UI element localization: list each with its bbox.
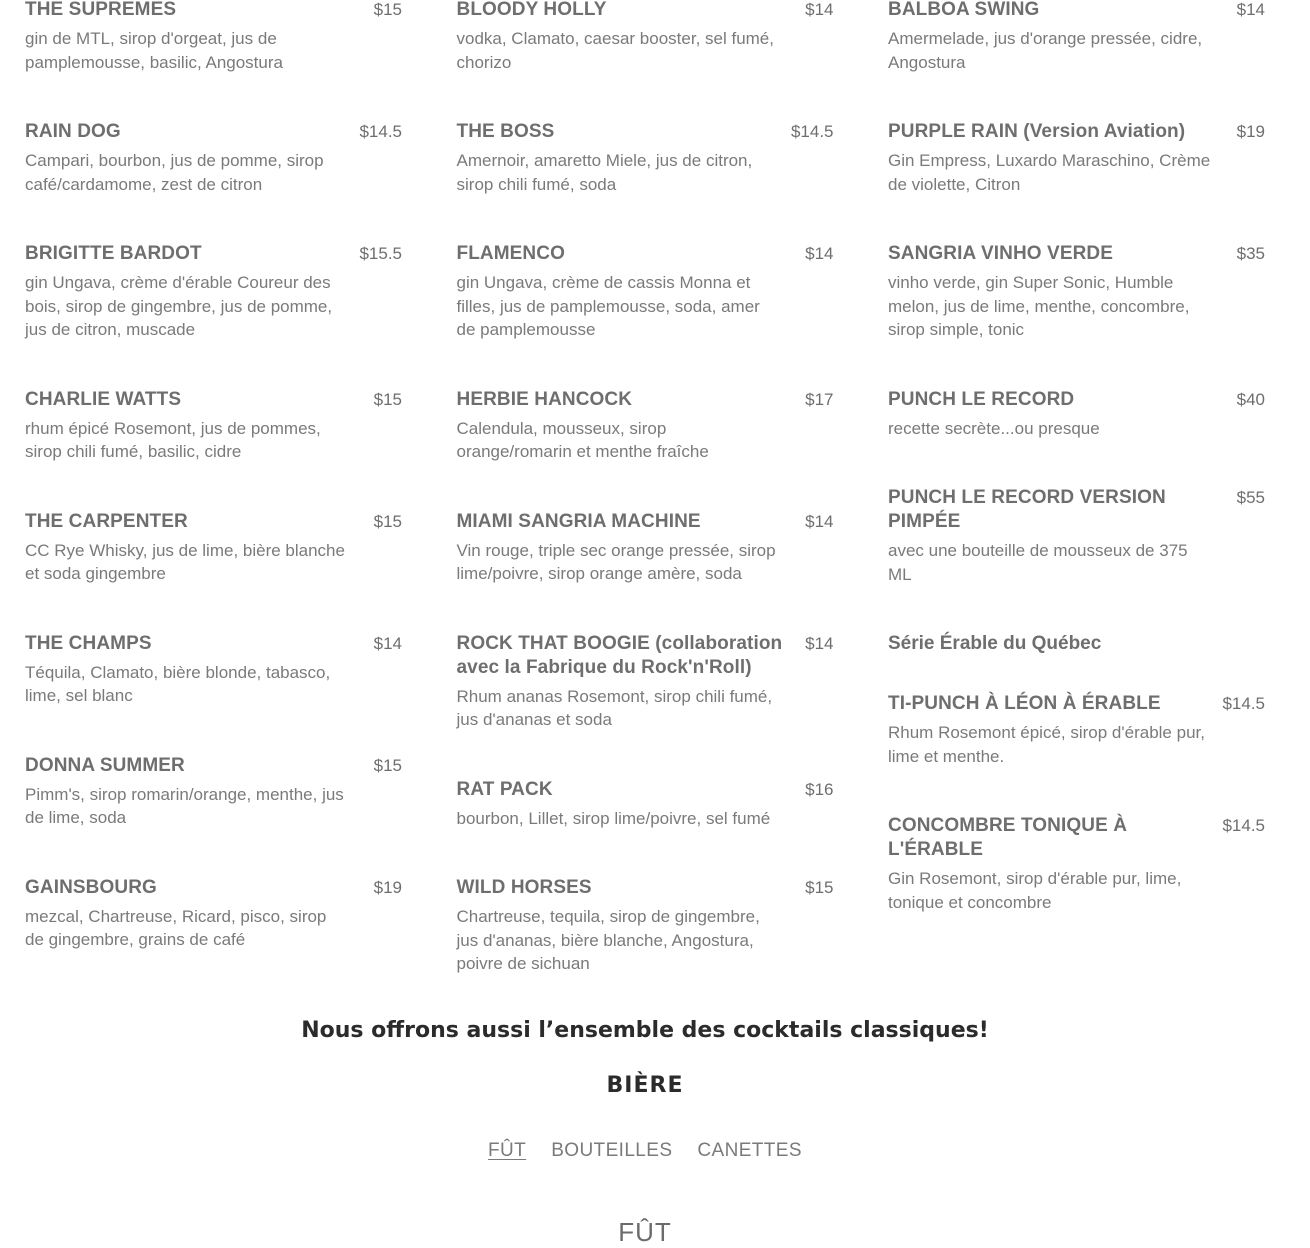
- menu-item-name: PUNCH LE RECORD VERSION PIMPÉE: [888, 487, 1166, 532]
- menu-item-header: [25, 632, 402, 656]
- menu-item-header: [457, 388, 834, 412]
- menu-item-description: Calendula, mousseux, sirop orange/romarin et menthe fraîche: [456, 418, 709, 461]
- menu-item-price: $14: [1236, 0, 1265, 19]
- menu-item-price: $14: [805, 633, 834, 653]
- tab-fut[interactable]: FÛT: [488, 1140, 527, 1161]
- menu-item-name: FLAMENCO: [456, 243, 565, 264]
- menu-item: [25, 510, 402, 586]
- menu-item-description: vinho verde, gin Super Sonic, Humble melon, jus de lime, menthe, concombre, sirop simple, tonic: [888, 273, 1190, 339]
- menu-item: [888, 388, 1265, 441]
- menu-item-price: $15: [373, 389, 402, 409]
- menu-item-description: Pimm's, sirop romarin/orange, menthe, jus de lime, soda: [25, 784, 344, 827]
- maple-series-heading: Série Érable du Québec: [888, 633, 1102, 654]
- menu-item-description: Vin rouge, triple sec orange pressée, sirop lime/poivre, sirop orange amère, soda: [456, 540, 776, 583]
- menu-item-name: ROCK THAT BOOGIE (collaboration avec la Fabrique du Rock'n'Roll): [456, 632, 783, 678]
- menu-item-header: [25, 754, 402, 778]
- menu-item-header: [25, 510, 402, 534]
- menu-item-header: [888, 486, 1265, 534]
- menu-item-header: [888, 388, 1265, 412]
- menu-item-price: $14.5: [1222, 694, 1265, 713]
- menu-item-description: gin Ungava, crème de cassis Monna et filles, jus de pamplemousse, soda, amer de pamplemousse: [456, 273, 760, 339]
- menu-item-description: Gin Rosemont, sirop d'érable pur, lime, tonique et concombre: [888, 869, 1182, 912]
- menu-item: [25, 754, 402, 830]
- menu-item-description: gin de MTL, sirop d'orgeat, jus de pamplemousse, basilic, Angostura: [25, 29, 283, 72]
- menu-item-description: Campari, bourbon, jus de pomme, sirop café/cardamome, zest de citron: [25, 151, 324, 194]
- menu-item-header: [457, 876, 834, 900]
- menu-item-price: $19: [373, 877, 402, 897]
- menu-item-name: PURPLE RAIN (Version Aviation): [888, 121, 1186, 142]
- menu-item-name: TI-PUNCH À LÉON À ÉRABLE: [888, 693, 1161, 714]
- menu-item-description: avec une bouteille de mousseux de 375 ML: [888, 541, 1188, 584]
- menu-item-name: WILD HORSES: [456, 877, 592, 898]
- menu-item-header: [888, 242, 1265, 266]
- menu-item-description: gin Ungava, crème d'érable Coureur des bois, sirop de gingembre, jus de pomme, jus de citron, muscade: [25, 273, 333, 339]
- menu-item-price: $15: [373, 755, 402, 775]
- menu-item-name: BLOODY HOLLY: [456, 0, 607, 20]
- menu-item-price: $14: [805, 511, 834, 531]
- menu-item-price: $17: [805, 389, 834, 409]
- menu-item-name: CHARLIE WATTS: [25, 388, 182, 410]
- menu-item-price: $19: [1236, 122, 1265, 141]
- menu-item-price: $16: [805, 779, 834, 799]
- menu-item: [888, 120, 1265, 196]
- menu-item-price: $14.5: [359, 122, 402, 141]
- menu-item-header: [25, 120, 402, 144]
- cocktail-menu: [25, 0, 1265, 1022]
- menu-item-description: bourbon, Lillet, sirop lime/poivre, sel fumé: [456, 808, 771, 828]
- menu-item: [888, 0, 1265, 74]
- menu-item-name: THE BOSS: [456, 121, 555, 142]
- menu-item-name: THE SUPREMES: [25, 0, 177, 20]
- menu-item-description: Gin Empress, Luxardo Maraschino, Crème de violette, Citron: [888, 151, 1211, 194]
- menu-item-name: BRIGITTE BARDOT: [25, 243, 202, 264]
- menu-item-description: Rhum Rosemont épicé, sirop d'érable pur, lime et menthe.: [888, 723, 1205, 766]
- menu-column-1: [25, 0, 402, 1022]
- menu-item-header: [457, 242, 834, 266]
- menu-item-name: THE CARPENTER: [25, 510, 188, 532]
- menu-item: [457, 0, 834, 74]
- menu-item-name: SANGRIA VINHO VERDE: [888, 243, 1114, 264]
- menu-item-name: BALBOA SWING: [888, 0, 1040, 20]
- beer-section-heading: BIÈRE: [606, 1073, 684, 1098]
- menu-item-name: DONNA SUMMER: [25, 754, 185, 776]
- menu-item-price: $35: [1236, 244, 1265, 263]
- menu-item-header: [888, 120, 1265, 144]
- menu-item-name: THE CHAMPS: [25, 632, 152, 654]
- menu-item: [25, 876, 402, 952]
- menu-item-header: [25, 388, 402, 412]
- menu-item-header: [457, 0, 834, 22]
- menu-item-header: [457, 510, 834, 534]
- menu-item-name: PUNCH LE RECORD: [888, 388, 1075, 410]
- menu-item-header: [457, 632, 834, 680]
- menu-column-3: [888, 0, 1265, 1022]
- menu-item: [457, 632, 834, 732]
- menu-item-description: Rhum ananas Rosemont, sirop chili fumé, jus d'ananas et soda: [456, 686, 773, 729]
- menu-item-price: $14: [373, 633, 402, 653]
- menu-item-name: MIAMI SANGRIA MACHINE: [456, 510, 701, 532]
- menu-item-description: CC Rye Whisky, jus de lime, bière blanche et soda gingembre: [25, 540, 345, 583]
- menu-item-header: [888, 692, 1265, 716]
- menu-item: [25, 242, 402, 342]
- tab-bouteilles[interactable]: BOUTEILLES: [551, 1140, 673, 1161]
- menu-item: [457, 510, 834, 586]
- menu-item-price: $55: [1236, 488, 1265, 507]
- menu-item-header: [25, 242, 402, 266]
- beer-tabs: [0, 1140, 1290, 1162]
- menu-item: [457, 778, 834, 831]
- menu-item: [25, 632, 402, 708]
- menu-item-header: [457, 120, 834, 144]
- menu-item: [25, 120, 402, 196]
- menu-item: [457, 120, 834, 196]
- menu-item-description: Amernoir, amaretto Miele, jus de citron, sirop chili fumé, soda: [456, 151, 753, 194]
- menu-item: [457, 242, 834, 342]
- menu-item-header: [457, 778, 834, 802]
- menu-item-price: $14.5: [1222, 816, 1265, 835]
- menu-item: [888, 692, 1265, 768]
- menu-item-price: $15.5: [359, 244, 402, 263]
- menu-column-2: [457, 0, 834, 1022]
- menu-item-price: $15: [805, 878, 834, 897]
- menu-item-price: $14: [805, 0, 834, 19]
- menu-item: [888, 814, 1265, 914]
- beer-subsection-title: FÛT: [618, 1217, 672, 1247]
- menu-item-price: $40: [1236, 389, 1265, 409]
- menu-item-header: [888, 0, 1265, 22]
- menu-item-price: $15: [373, 511, 402, 531]
- menu-item-description: vodka, Clamato, caesar booster, sel fumé, chorizo: [456, 29, 774, 72]
- classic-cocktails-note: Nous offrons aussi l’ensemble des cocktails classiques!: [301, 1018, 989, 1043]
- tab-canettes[interactable]: CANETTES: [697, 1140, 802, 1161]
- menu-item-name: RAIN DOG: [25, 121, 121, 142]
- menu-item: [25, 0, 402, 74]
- menu-item-name: HERBIE HANCOCK: [456, 388, 633, 410]
- menu-item-name: CONCOMBRE TONIQUE À L'ÉRABLE: [888, 815, 1128, 860]
- menu-item-description: mezcal, Chartreuse, Ricard, pisco, sirop de gingembre, grains de café: [25, 906, 327, 949]
- menu-item-description: Téquila, Clamato, bière blonde, tabasco, lime, sel blanc: [25, 662, 331, 705]
- menu-item-price: $15: [373, 0, 402, 19]
- menu-item-name: RAT PACK: [456, 778, 553, 800]
- menu-item-description: Chartreuse, tequila, sirop de gingembre, jus d'ananas, bière blanche, Angostura, poivre de sichuan: [456, 907, 760, 973]
- menu-item: [888, 242, 1265, 342]
- menu-item: [457, 388, 834, 464]
- menu-item-price: $14.5: [790, 122, 834, 141]
- menu-item-name: GAINSBOURG: [25, 876, 157, 898]
- menu-item-description: rhum épicé Rosemont, jus de pommes, sirop chili fumé, basilic, cidre: [25, 418, 321, 461]
- menu-item-header: [25, 0, 402, 22]
- menu-item: [888, 486, 1265, 586]
- menu-item-price: $14: [805, 244, 834, 263]
- menu-item: [25, 388, 402, 464]
- menu-item-description: recette secrète...ou presque: [888, 418, 1100, 438]
- menu-item: [457, 876, 834, 976]
- menu-item-header: [888, 814, 1265, 862]
- menu-item-header: [25, 876, 402, 900]
- menu-item-description: Amermelade, jus d'orange pressée, cidre, Angostura: [888, 29, 1203, 72]
